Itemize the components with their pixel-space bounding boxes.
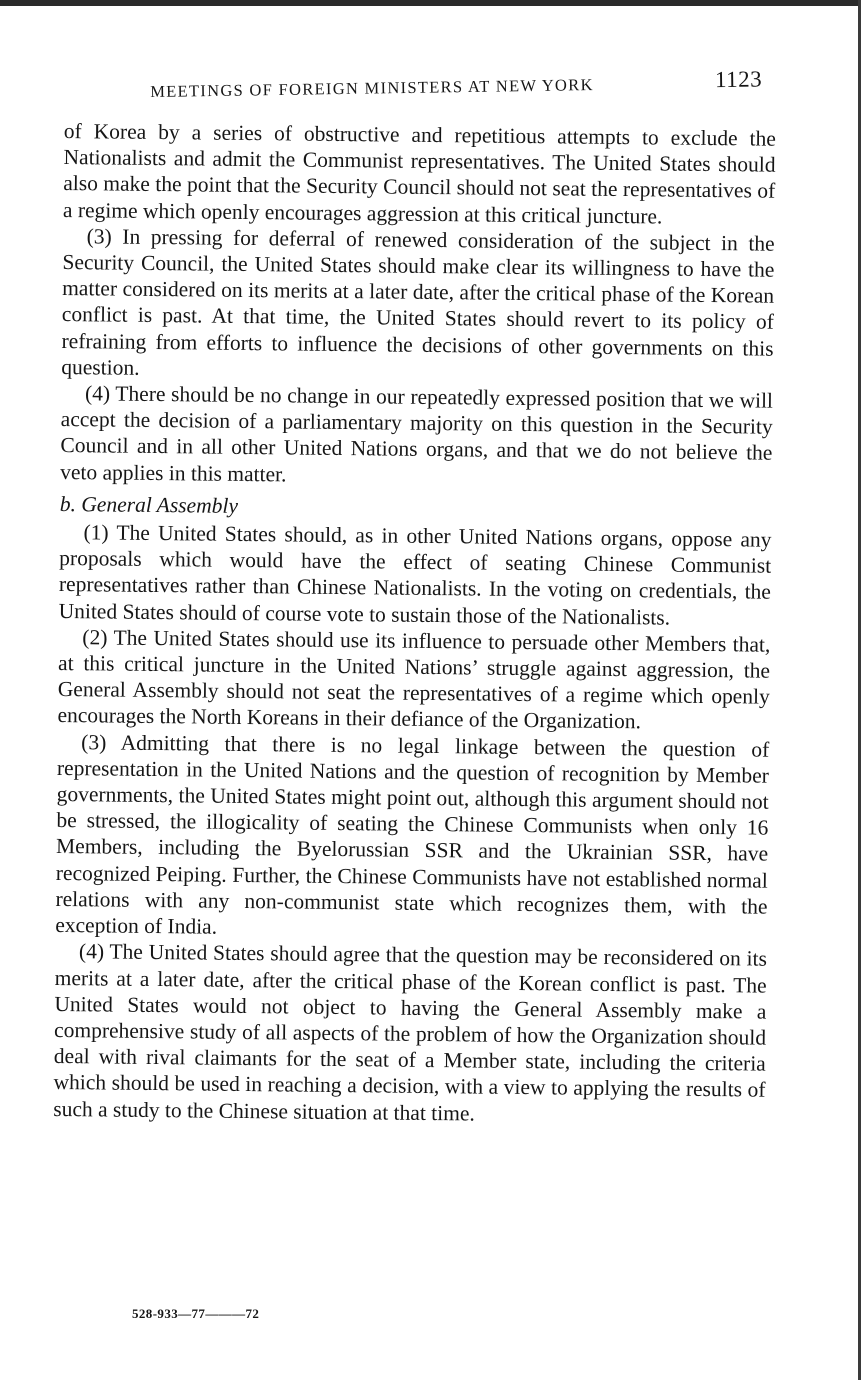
paragraph-a4: (4) There should be no change in our repeatedly expressed position that we will accept the decision of a parliamentary majority on this question in the Security Council and in all other United Nations organs, and that we do not believe the veto applies in this matter.: [60, 381, 774, 487]
page-number: 1123: [714, 66, 763, 93]
footer-print-code: 528-933—77———72: [132, 1306, 260, 1321]
paragraph-a3: (3) In pressing for deferral of renewed consideration of the subject in the Security Council, the United States should make clear its willingness to have the matter considered on its merits at a later date, after the critical phase of the Korean conflict is past. At that time, the United States should revert to its policy of refraining from efforts to influence the decisions of other governments on this question.: [61, 224, 775, 380]
running-head: [150, 66, 762, 106]
running-head-title: MEETINGS OF FOREIGN MINISTERS AT NEW YORK: [150, 75, 594, 101]
paragraph-continuation: of Korea by a series of obstructive and repetitious attempts to exclude the Nationalists and admit the Communist representatives. The United States should also make the point that the Security Council should not seat the representatives of a regime which openly encourages aggression at this critical juncture.: [62, 118, 776, 229]
page-top-edge: [0, 0, 861, 6]
paragraph-b3: (3) Admitting that there is no legal linkage between the question of representation in the United Nations and the question of recognition by Member governments, the United States might point out, although this argument should not be stressed, the illogicality of seating the Chinese Communists when only 16 Members, including the Byelorussian SSR and the Ukrainian SSR, have recognized Peiping. Further, the Chinese Communists have not established normal relations with any non-communist state which recognizes them, with the exception of India.: [55, 729, 770, 939]
section-heading-general-assembly: b. General Assembly: [59, 491, 239, 518]
paragraph-b4: (4) The United States should agree that the question may be reconsidered on its merits at a later date, after the critical phase of the Korean conflict is past. The United States would not object to having the General Assembly make a comprehensive study of all aspects of the problem of how the Organization should deal with rival claimants for the seat of a Member state, including the criteria which should be used in reaching a decision, with a view to applying the results of such a study to the Chinese situation at that time.: [53, 939, 768, 1126]
document-body: [53, 118, 776, 1129]
paragraph-b1: (1) The United States should, as in other United Nations organs, oppose any proposals which would have the effect of seating Chinese Communist representatives rather than Chinese Nationalists. In the voting on credentials, the United States should of course vote to sustain those of the Nationalists.: [58, 520, 772, 630]
paragraph-b2: (2) The United States should use its influence to persuade other Members that, at this critical juncture in the United Nations’ struggle against aggression, the General Assembly should not seat the representatives of a regime which openly encourages the North Koreans in their defiance of the Organization.: [57, 625, 771, 734]
